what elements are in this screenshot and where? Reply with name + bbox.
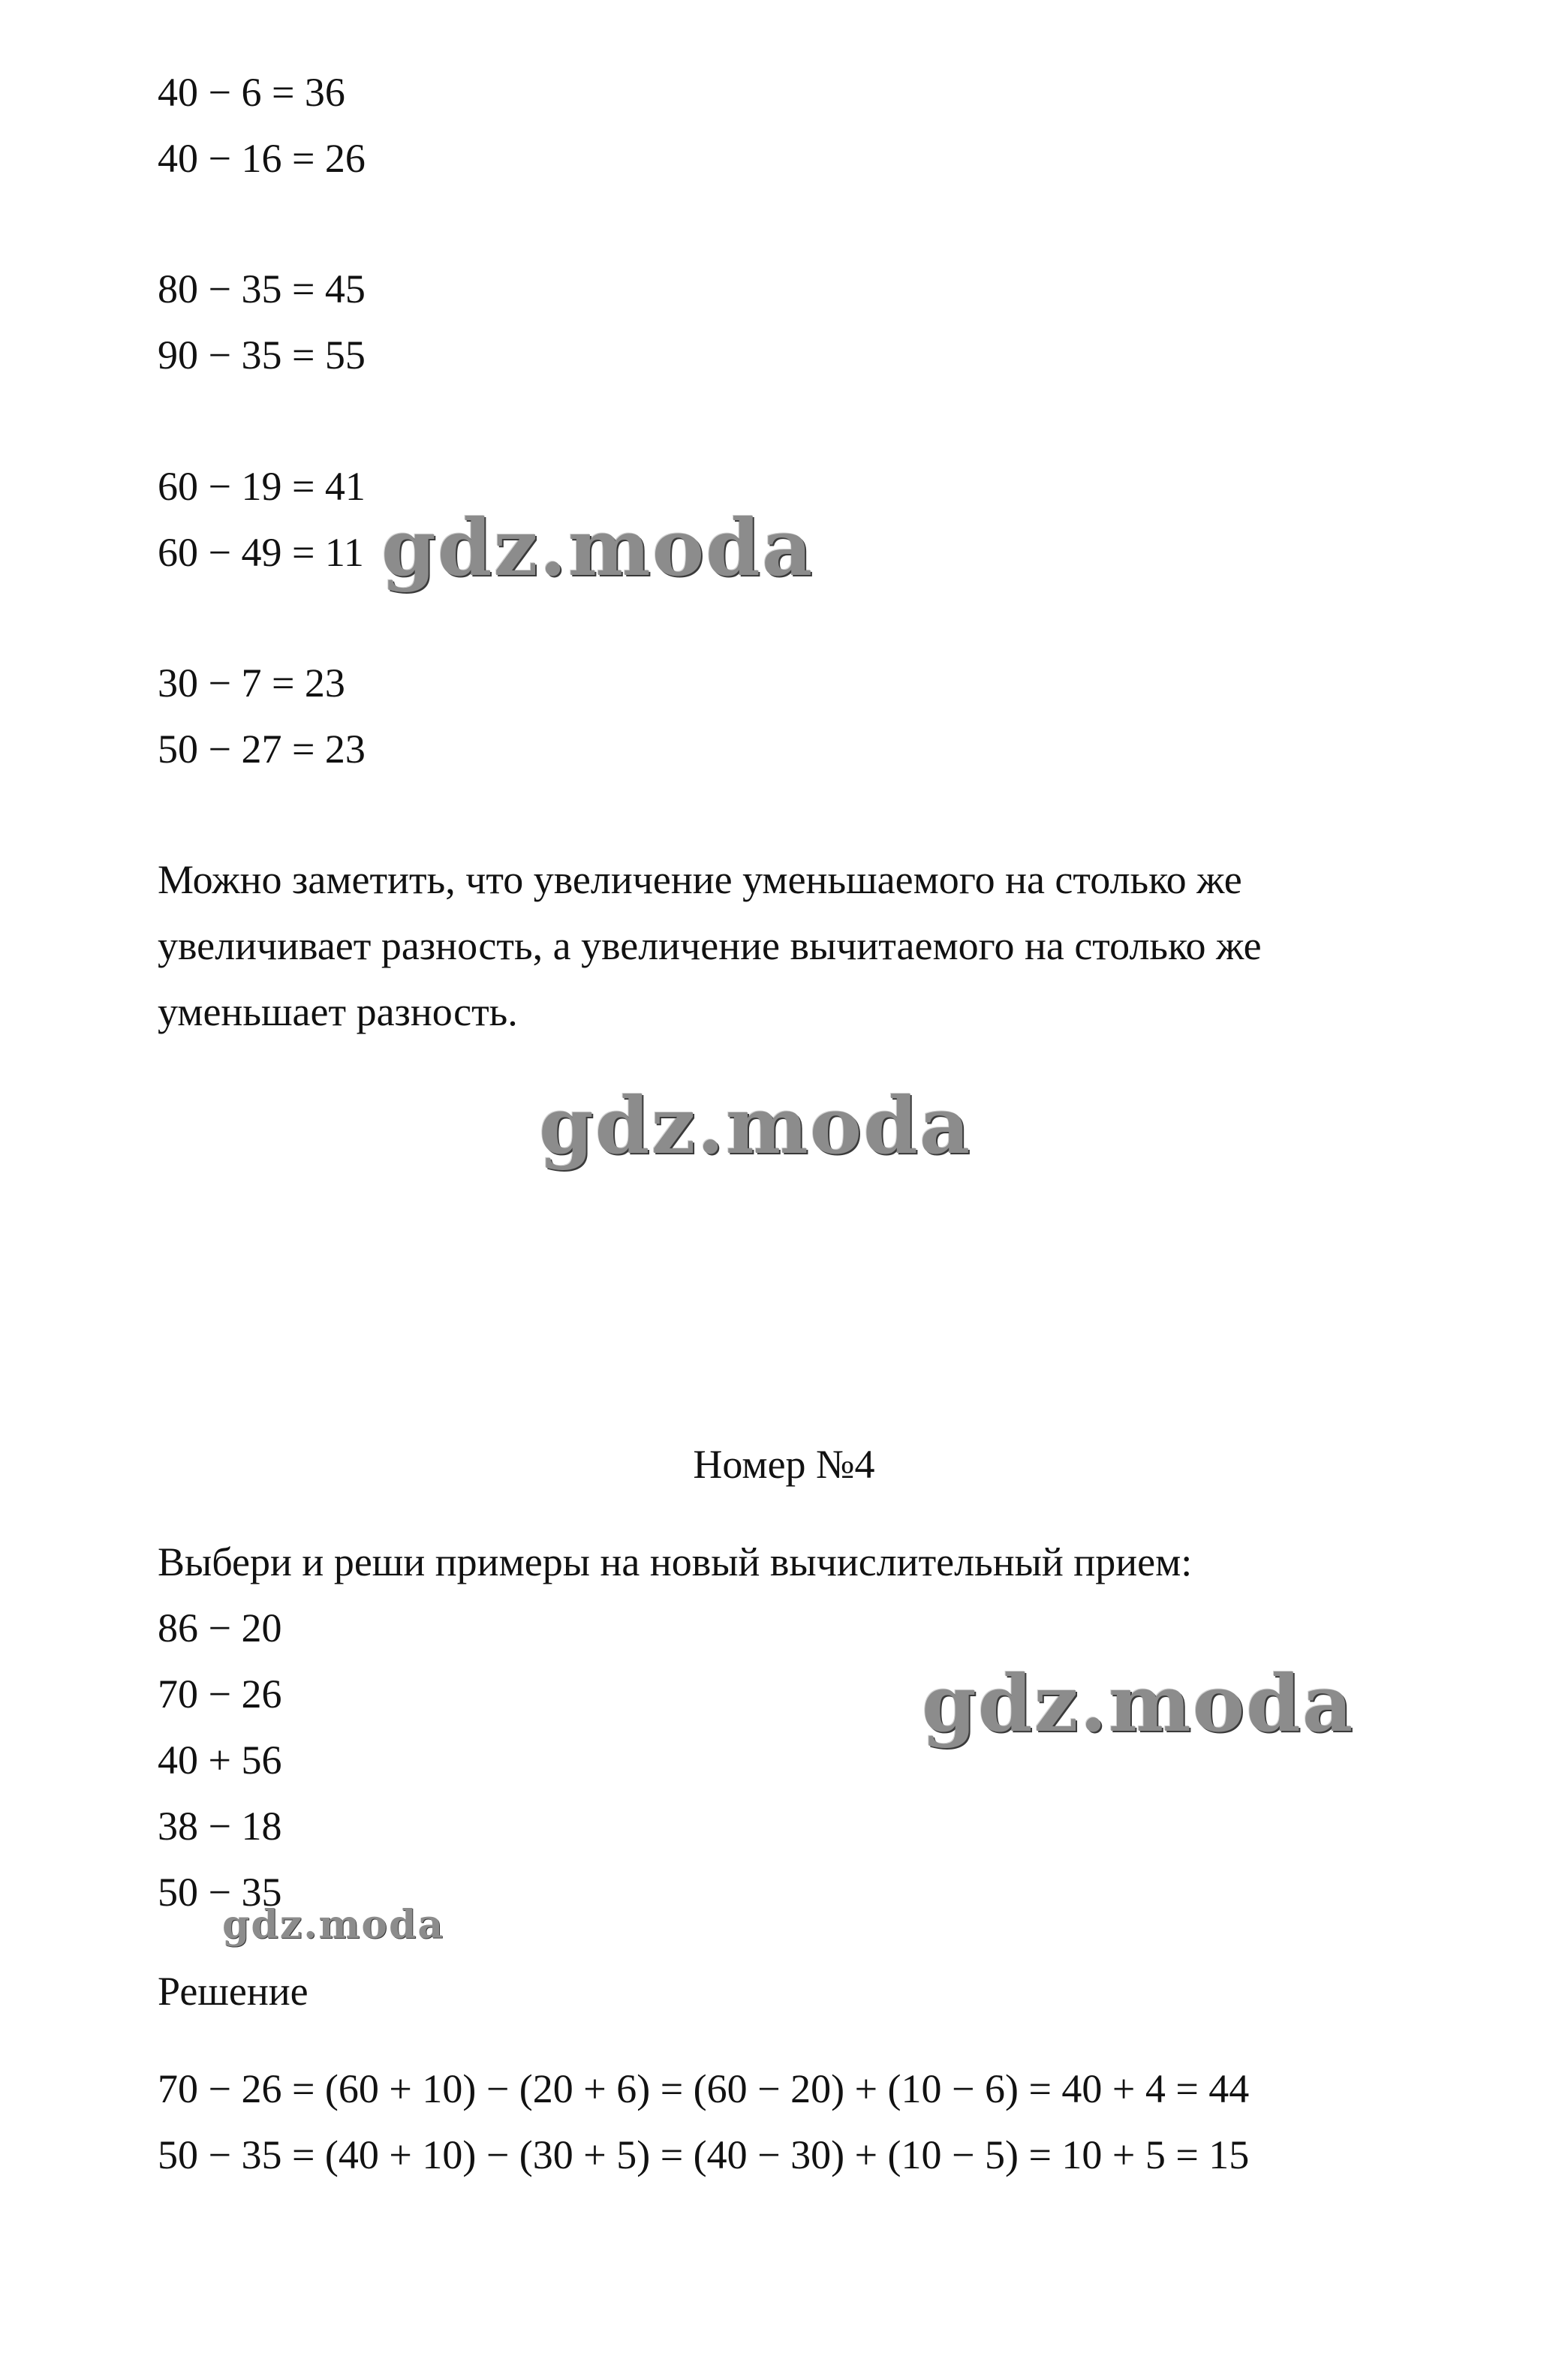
- solution-line: 70 − 26 = (60 + 10) − (20 + 6) = (60 − 20) + (10 − 6) = 40 + 4 = 44: [158, 2066, 1250, 2111]
- watermark-logo: gdz.moda: [381, 501, 814, 594]
- solution-label: Решение: [158, 1969, 308, 2014]
- conclusion-text: Можно заметить, что увеличение уменьшаемого на столько же: [158, 857, 1242, 902]
- equation-line: 50 − 27 = 23: [158, 727, 366, 772]
- equation-line: 40 − 6 = 36: [158, 70, 345, 115]
- task-heading: Номер №4: [693, 1442, 875, 1487]
- equation-line: 30 − 7 = 23: [158, 660, 345, 706]
- watermark-logo: gdz.moda: [539, 1079, 972, 1172]
- equation-line: 40 − 16 = 26: [158, 136, 366, 181]
- equation-line: 60 − 49 = 11: [158, 530, 364, 575]
- example-line: 86 − 20: [158, 1605, 282, 1650]
- watermark-logo: gdz.moda: [922, 1657, 1355, 1750]
- solution-line: 50 − 35 = (40 + 10) − (30 + 5) = (40 − 30) + (10 − 5) = 10 + 5 = 15: [158, 2132, 1250, 2177]
- example-line: 70 − 26: [158, 1671, 282, 1717]
- equation-line: 90 − 35 = 55: [158, 332, 366, 378]
- example-line: 50 − 35: [158, 1870, 282, 1915]
- conclusion-text: уменьшает разность.: [158, 989, 518, 1034]
- equation-line: 60 − 19 = 41: [158, 464, 366, 509]
- conclusion-text: увеличивает разность, а увеличение вычитаемого на столько же: [158, 923, 1262, 968]
- task-prompt: Выбери и реши примеры на новый вычислительный прием:: [158, 1539, 1193, 1584]
- watermark-logo: gdz.moda: [222, 1902, 445, 1948]
- equation-line: 80 − 35 = 45: [158, 266, 366, 311]
- example-line: 40 + 56: [158, 1738, 282, 1783]
- example-line: 38 − 18: [158, 1804, 282, 1849]
